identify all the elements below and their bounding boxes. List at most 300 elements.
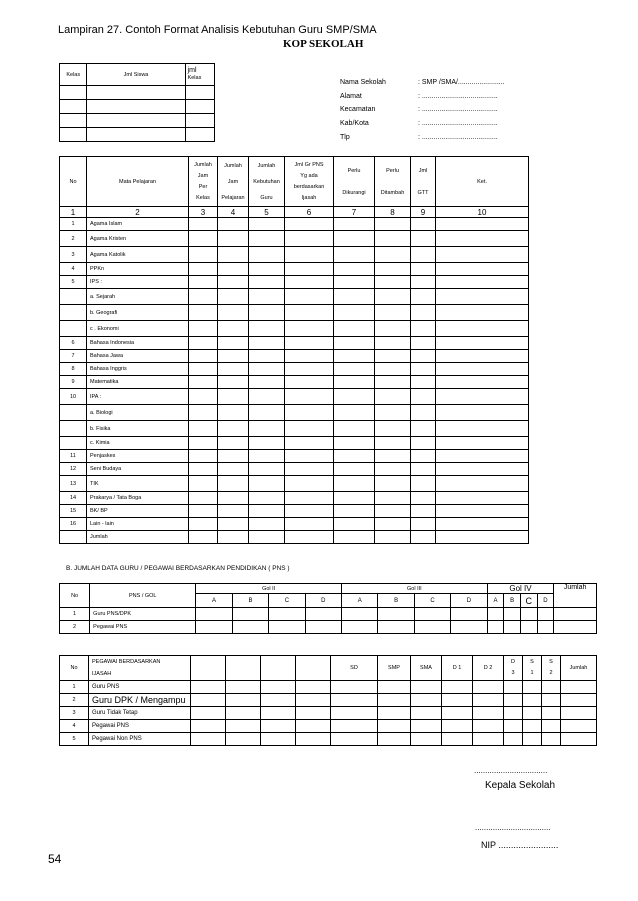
- cell: [375, 321, 411, 337]
- cell: [261, 733, 296, 746]
- cell: [191, 707, 226, 720]
- cell: [296, 733, 331, 746]
- cell: [436, 363, 529, 376]
- cell: [375, 263, 411, 276]
- cell: [411, 421, 436, 437]
- c-header-d1: D 1: [442, 656, 473, 681]
- row-subject: Bahasa Jawa: [87, 350, 189, 363]
- header-jml-gr-pns: Jml Gr PNS Yg ada berdasarkan Ijasah: [285, 157, 334, 207]
- table-row: [60, 450, 529, 463]
- colnum: 4: [218, 207, 249, 218]
- row-no: [60, 405, 87, 421]
- row-no: 8: [60, 363, 87, 376]
- cell: [411, 518, 436, 531]
- cell: [411, 376, 436, 389]
- signature-dots: .................................: [474, 766, 548, 775]
- cell: [189, 531, 218, 544]
- row-no: [60, 305, 87, 321]
- cell: [561, 707, 597, 720]
- cell: [285, 337, 334, 350]
- row-no: [60, 289, 87, 305]
- cell: [411, 405, 436, 421]
- cell: [189, 276, 218, 289]
- cell: [249, 218, 285, 231]
- cell: [542, 681, 561, 694]
- c-row-name: Guru DPK / Mengampu: [89, 694, 191, 707]
- c-row-no: 3: [60, 707, 89, 720]
- cell: [218, 405, 249, 421]
- table-row: [60, 363, 529, 376]
- row-subject: Matematika: [87, 376, 189, 389]
- cell: [249, 492, 285, 505]
- cell: [261, 707, 296, 720]
- cell: [436, 337, 529, 350]
- section-b-title: B. JUMLAH DATA GURU / PEGAWAI BERDASARKAN PENDIDIKAN ( PNS ): [66, 565, 290, 572]
- kop-sekolah: KOP SEKOLAH: [283, 38, 364, 50]
- cell: [285, 531, 334, 544]
- table-row: [60, 218, 529, 231]
- c-row-no: 5: [60, 733, 89, 746]
- c-header-d2: D 2: [473, 656, 504, 681]
- cell: [189, 463, 218, 476]
- cell: [218, 247, 249, 263]
- c-header-smp: SMP: [378, 656, 411, 681]
- cell: [436, 476, 529, 492]
- cell: [191, 694, 226, 707]
- b-header-gol2: Gol II: [196, 584, 342, 594]
- cell: [411, 363, 436, 376]
- school-info-label-3: Kab/Kota: [340, 120, 369, 127]
- cell: [411, 450, 436, 463]
- cell: [189, 247, 218, 263]
- cell: [334, 247, 375, 263]
- cell: [473, 707, 504, 720]
- cell: [218, 389, 249, 405]
- table-row: [60, 681, 597, 694]
- row-subject: Seni Budaya: [87, 463, 189, 476]
- cell: [436, 463, 529, 476]
- table-row: [60, 389, 529, 405]
- row-no: 16: [60, 518, 87, 531]
- b-subheader: C: [269, 594, 305, 608]
- cell: [249, 450, 285, 463]
- c-row-no: 1: [60, 681, 89, 694]
- page-title: Lampiran 27. Contoh Format Analisis Kebutuhan Guru SMP/SMA: [58, 24, 377, 36]
- cell: [249, 437, 285, 450]
- table-row: [60, 276, 529, 289]
- cell: [436, 518, 529, 531]
- cell: [375, 350, 411, 363]
- cell: [436, 218, 529, 231]
- cell: [375, 305, 411, 321]
- b-subheader: D: [451, 594, 487, 608]
- b-subheader: D: [305, 594, 341, 608]
- cell: [285, 450, 334, 463]
- cell: [189, 231, 218, 247]
- cell: [285, 247, 334, 263]
- cell: [334, 389, 375, 405]
- cell: [378, 707, 411, 720]
- cell: [191, 733, 226, 746]
- cell: [523, 733, 542, 746]
- cell: [334, 405, 375, 421]
- cell: [436, 450, 529, 463]
- cell: [378, 720, 411, 733]
- cell: [542, 733, 561, 746]
- cell: [436, 531, 529, 544]
- cell: [191, 681, 226, 694]
- cell: [218, 289, 249, 305]
- cell: [285, 363, 334, 376]
- cell: [218, 476, 249, 492]
- cell: [473, 694, 504, 707]
- cell: [331, 733, 378, 746]
- cell: [218, 531, 249, 544]
- cell: [189, 476, 218, 492]
- c-row-name: Pegawai PNS: [89, 720, 191, 733]
- cell: [523, 720, 542, 733]
- b-header-pns: PNS / GOL: [90, 584, 196, 608]
- cell: [504, 733, 523, 746]
- c-header-sma: SMA: [411, 656, 442, 681]
- cell: [249, 531, 285, 544]
- b-row-name: Guru PNS/DPK: [90, 608, 196, 621]
- cell: [218, 505, 249, 518]
- cell: [375, 476, 411, 492]
- cell: [436, 376, 529, 389]
- header-perlu-ditambah: Perlu Ditambah: [375, 157, 411, 207]
- cell: [249, 405, 285, 421]
- cell: [249, 276, 285, 289]
- row-subject: Prakarya / Tata Boga: [87, 492, 189, 505]
- cell: [436, 505, 529, 518]
- cell: [285, 289, 334, 305]
- c-header-sd: SD: [331, 656, 378, 681]
- cell: [442, 733, 473, 746]
- table-row: [60, 376, 529, 389]
- row-no: 9: [60, 376, 87, 389]
- cell: [473, 681, 504, 694]
- cell: [261, 720, 296, 733]
- cell: [334, 437, 375, 450]
- cell: [189, 321, 218, 337]
- row-subject: PPKn: [87, 263, 189, 276]
- header-ket: Ket.: [436, 157, 529, 207]
- cell: [375, 421, 411, 437]
- table-row: [60, 518, 529, 531]
- cell: [411, 505, 436, 518]
- section-c-table: [59, 655, 597, 746]
- row-subject: b. Geografi: [87, 305, 189, 321]
- cell: [375, 405, 411, 421]
- cell: [218, 421, 249, 437]
- colnum: 2: [87, 207, 189, 218]
- table-row: [60, 321, 529, 337]
- cell: [218, 231, 249, 247]
- cell: [331, 720, 378, 733]
- row-no: 5: [60, 276, 87, 289]
- cell: [375, 337, 411, 350]
- cell: [226, 694, 261, 707]
- cell: [189, 289, 218, 305]
- c-row-no: 4: [60, 720, 89, 733]
- cell: [296, 694, 331, 707]
- row-subject: TIK: [87, 476, 189, 492]
- table-row: [60, 463, 529, 476]
- colnum: 5: [249, 207, 285, 218]
- cell: [375, 492, 411, 505]
- cell: [523, 707, 542, 720]
- cell: [375, 231, 411, 247]
- table-row: [60, 476, 529, 492]
- cell: [285, 218, 334, 231]
- cell: [436, 437, 529, 450]
- header-perlu-dikurangi: Perlu Dikurangi: [334, 157, 375, 207]
- header-jml-gtt: Jml GTT: [411, 157, 436, 207]
- cell: [411, 389, 436, 405]
- cell: [411, 694, 442, 707]
- header-jam-pelajaran: Jumlah Jam Pelajaran: [218, 157, 249, 207]
- row-no: 10: [60, 389, 87, 405]
- cell: [436, 405, 529, 421]
- cell: [378, 733, 411, 746]
- cell: [542, 720, 561, 733]
- cell: [218, 463, 249, 476]
- cell: [436, 247, 529, 263]
- table-row: [60, 350, 529, 363]
- colnum: 7: [334, 207, 375, 218]
- cell: [442, 707, 473, 720]
- signature-name-dots: ..................................: [475, 823, 551, 832]
- cell: [504, 720, 523, 733]
- cell: [218, 363, 249, 376]
- b-row-name: Pegawai PNS: [90, 621, 196, 634]
- cell: [249, 247, 285, 263]
- b-header-no: No: [60, 584, 90, 608]
- cell: [334, 376, 375, 389]
- class-table: [59, 63, 215, 142]
- cell: [504, 694, 523, 707]
- header-jam-per-kelas: Jumlah Jam Per Kelas: [189, 157, 218, 207]
- cell: [285, 437, 334, 450]
- cell: [334, 350, 375, 363]
- cell: [334, 218, 375, 231]
- b-subheader: A: [487, 594, 504, 608]
- b-subheader: C: [414, 594, 450, 608]
- cell: [296, 720, 331, 733]
- cell: [411, 733, 442, 746]
- b-subheader: A: [342, 594, 378, 608]
- cell: [375, 218, 411, 231]
- cell: [375, 363, 411, 376]
- table-row: [60, 531, 529, 544]
- header-no: No: [60, 157, 87, 207]
- cell: [411, 276, 436, 289]
- cell: [249, 305, 285, 321]
- table-row: [60, 707, 597, 720]
- cell: [473, 733, 504, 746]
- row-no: 7: [60, 350, 87, 363]
- school-info-label-0: Nama Sekolah: [340, 79, 386, 86]
- cell: [334, 231, 375, 247]
- cell: [561, 720, 597, 733]
- table-row: [60, 289, 529, 305]
- cell: [375, 276, 411, 289]
- colnum: 3: [189, 207, 218, 218]
- cell: [249, 263, 285, 276]
- cell: [375, 247, 411, 263]
- cell: [285, 305, 334, 321]
- cell: [504, 681, 523, 694]
- cell: [189, 405, 218, 421]
- cell: [226, 733, 261, 746]
- cell: [375, 289, 411, 305]
- cell: [411, 305, 436, 321]
- row-subject: Bahasa Inggris: [87, 363, 189, 376]
- colnum: 6: [285, 207, 334, 218]
- row-subject: BK/ BP: [87, 505, 189, 518]
- table-row: [60, 421, 529, 437]
- c-row-no: 2: [60, 694, 89, 707]
- cell: [249, 363, 285, 376]
- row-subject: Agama Kristen: [87, 231, 189, 247]
- cell: [411, 476, 436, 492]
- cell: [411, 437, 436, 450]
- school-info-value-0: : SMP /SMA/........................: [418, 79, 505, 86]
- header-mapel: Mata Pelajaran: [87, 157, 189, 207]
- row-no: [60, 531, 87, 544]
- cell: [189, 450, 218, 463]
- section-b-table: [59, 583, 597, 634]
- b-header-gol3: Gol III: [342, 584, 488, 594]
- col-jml-kelas: jml Kelas: [185, 64, 214, 86]
- cell: [285, 505, 334, 518]
- cell: [249, 350, 285, 363]
- cell: [442, 681, 473, 694]
- cell: [375, 531, 411, 544]
- cell: [218, 492, 249, 505]
- cell: [249, 231, 285, 247]
- cell: [411, 263, 436, 276]
- c-header-jumlah: Jumlah: [561, 656, 597, 681]
- b-subheader: D: [537, 594, 554, 608]
- cell: [285, 476, 334, 492]
- colnum: 10: [436, 207, 529, 218]
- cell: [334, 531, 375, 544]
- cell: [411, 337, 436, 350]
- cell: [285, 263, 334, 276]
- c-header-s1: S 1: [523, 656, 542, 681]
- cell: [226, 720, 261, 733]
- cell: [334, 450, 375, 463]
- table-row: [60, 405, 529, 421]
- cell: [375, 376, 411, 389]
- cell: [189, 505, 218, 518]
- cell: [375, 518, 411, 531]
- cell: [331, 707, 378, 720]
- table-row: [60, 492, 529, 505]
- cell: [189, 350, 218, 363]
- cell: [411, 247, 436, 263]
- row-no: 13: [60, 476, 87, 492]
- cell: [218, 276, 249, 289]
- cell: [473, 720, 504, 733]
- cell: [189, 337, 218, 350]
- cell: [285, 492, 334, 505]
- row-no: [60, 421, 87, 437]
- cell: [436, 305, 529, 321]
- row-subject: Bahasa Indonesia: [87, 337, 189, 350]
- table-row: [60, 231, 529, 247]
- cell: [218, 305, 249, 321]
- cell: [285, 321, 334, 337]
- cell: [189, 218, 218, 231]
- cell: [249, 505, 285, 518]
- cell: [218, 321, 249, 337]
- cell: [436, 389, 529, 405]
- cell: [218, 450, 249, 463]
- cell: [411, 321, 436, 337]
- table-row: [60, 437, 529, 450]
- row-no: 1: [60, 218, 87, 231]
- cell: [436, 231, 529, 247]
- cell: [542, 707, 561, 720]
- cell: [189, 421, 218, 437]
- cell: [523, 694, 542, 707]
- b-header-gol4: Gol IV: [487, 584, 554, 594]
- row-subject: IPA :: [87, 389, 189, 405]
- cell: [249, 476, 285, 492]
- table-row: [60, 720, 597, 733]
- b-subheader: B: [378, 594, 414, 608]
- cell: [331, 681, 378, 694]
- cell: [375, 437, 411, 450]
- colnum: 1: [60, 207, 87, 218]
- cell: [436, 289, 529, 305]
- cell: [334, 305, 375, 321]
- cell: [378, 681, 411, 694]
- cell: [411, 231, 436, 247]
- signature-nip: NIP ........................: [481, 840, 559, 850]
- cell: [411, 350, 436, 363]
- table-row: [60, 505, 529, 518]
- row-no: 15: [60, 505, 87, 518]
- cell: [542, 694, 561, 707]
- b-row-no: 2: [60, 621, 90, 634]
- school-info-value-4: : .......................................: [418, 134, 498, 141]
- school-info-value-2: : .......................................: [418, 106, 498, 113]
- cell: [561, 733, 597, 746]
- cell: [218, 218, 249, 231]
- cell: [218, 518, 249, 531]
- row-subject: Penjaskes: [87, 450, 189, 463]
- col-jml-siswa: Jml Siswa: [87, 64, 185, 86]
- cell: [411, 218, 436, 231]
- row-no: [60, 321, 87, 337]
- cell: [249, 518, 285, 531]
- cell: [334, 463, 375, 476]
- b-header-jumlah: Jumlah: [554, 584, 597, 608]
- school-info-label-4: Tlp: [340, 134, 350, 141]
- cell: [285, 389, 334, 405]
- cell: [218, 263, 249, 276]
- cell: [189, 376, 218, 389]
- cell: [504, 707, 523, 720]
- cell: [296, 707, 331, 720]
- b-subheader: C: [520, 594, 537, 608]
- row-subject: Agama Katolik: [87, 247, 189, 263]
- cell: [436, 263, 529, 276]
